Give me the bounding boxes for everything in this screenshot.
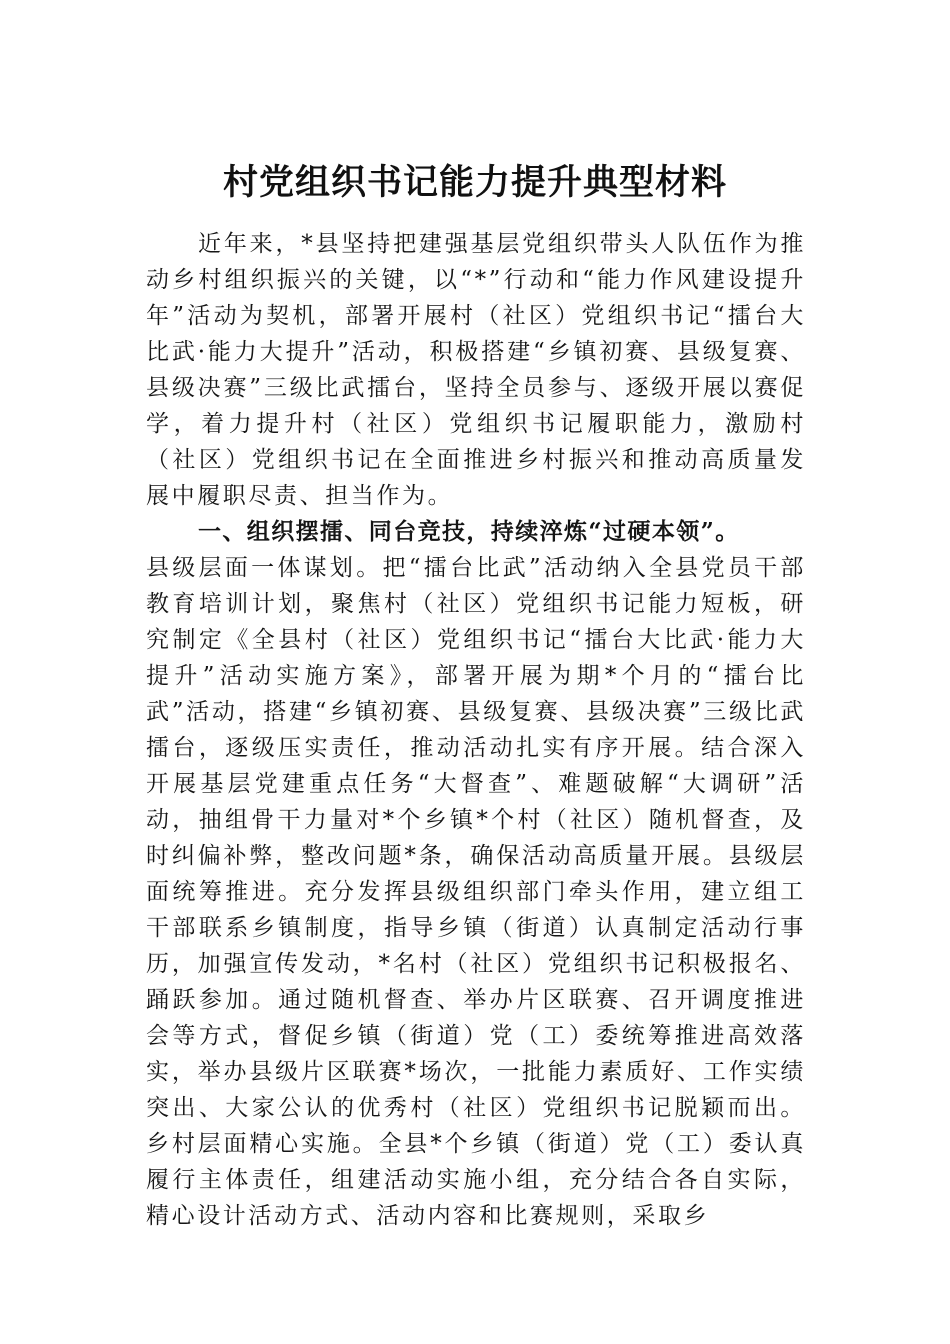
document-body — [146, 226, 806, 1234]
document-title: 村党组织书记能力提升典型材料 — [222, 162, 727, 203]
section-paragraph: 县级层面一体谋划。把“擂台比武”活动纳入全县党员干部教育培训计划，聚焦村（社区）党组织书记能力短板，研究制定《全县村（社区）党组织书记“擂台大比武·能力大提升”活动实施方案》，部署开展为期*个月的“擂台比武”活动，搭建“乡镇初赛、县级复赛、县级决赛”三级比武擂台，逐级压实责任，推动活动扎实有序开展。结合深入开展基层党建重点任务“大督查”、难题破解“大调研”活动，抽组骨干力量对*个乡镇*个村（社区）随机督查，及时纠偏补弊，整改问题*条，确保活动高质量开展。县级层面统筹推进。充分发挥县级组织部门牵头作用，建立组工干部联系乡镇制度，指导乡镇（街道）认真制定活动行事历，加强宣传发动，*名村（社区）党组织书记积极报名、踊跃参加。通过随机督查、举办片区联赛、召开调度推进会等方式，督促乡镇（街道）党（工）委统筹推进高效落实，举办县级片区联赛*场次，一批能力素质好、工作实绩突出、大家公认的优秀村（社区）党组织书记脱颖而出。乡村层面精心实施。全县*个乡镇（街道）党（工）委认真履行主体责任，组建活动实施小组，充分结合各自实际，精心设计活动方式、活动内容和比赛规则，采取乡 — [146, 555, 806, 1229]
intro-paragraph: 近年来，*县坚持把建强基层党组织带头人队伍作为推动乡村组织振兴的关键，以“*”行动和“能力作风建设提升年”活动为契机，部署开展村（社区）党组织书记“擂台大比武·能力大提升”活动，积极搭建“乡镇初赛、县级复赛、县级决赛”三级比武擂台，坚持全员参与、逐级开展以赛促学，着力提升村（社区）党组织书记履职能力，激励村（社区）党组织书记在全面推进乡村振兴和推动高质量发展中履职尽责、担当作为。 — [146, 231, 806, 509]
section-heading: 一、组织摆擂、同台竞技，持续淬炼“过硬本领”。 — [198, 518, 740, 545]
